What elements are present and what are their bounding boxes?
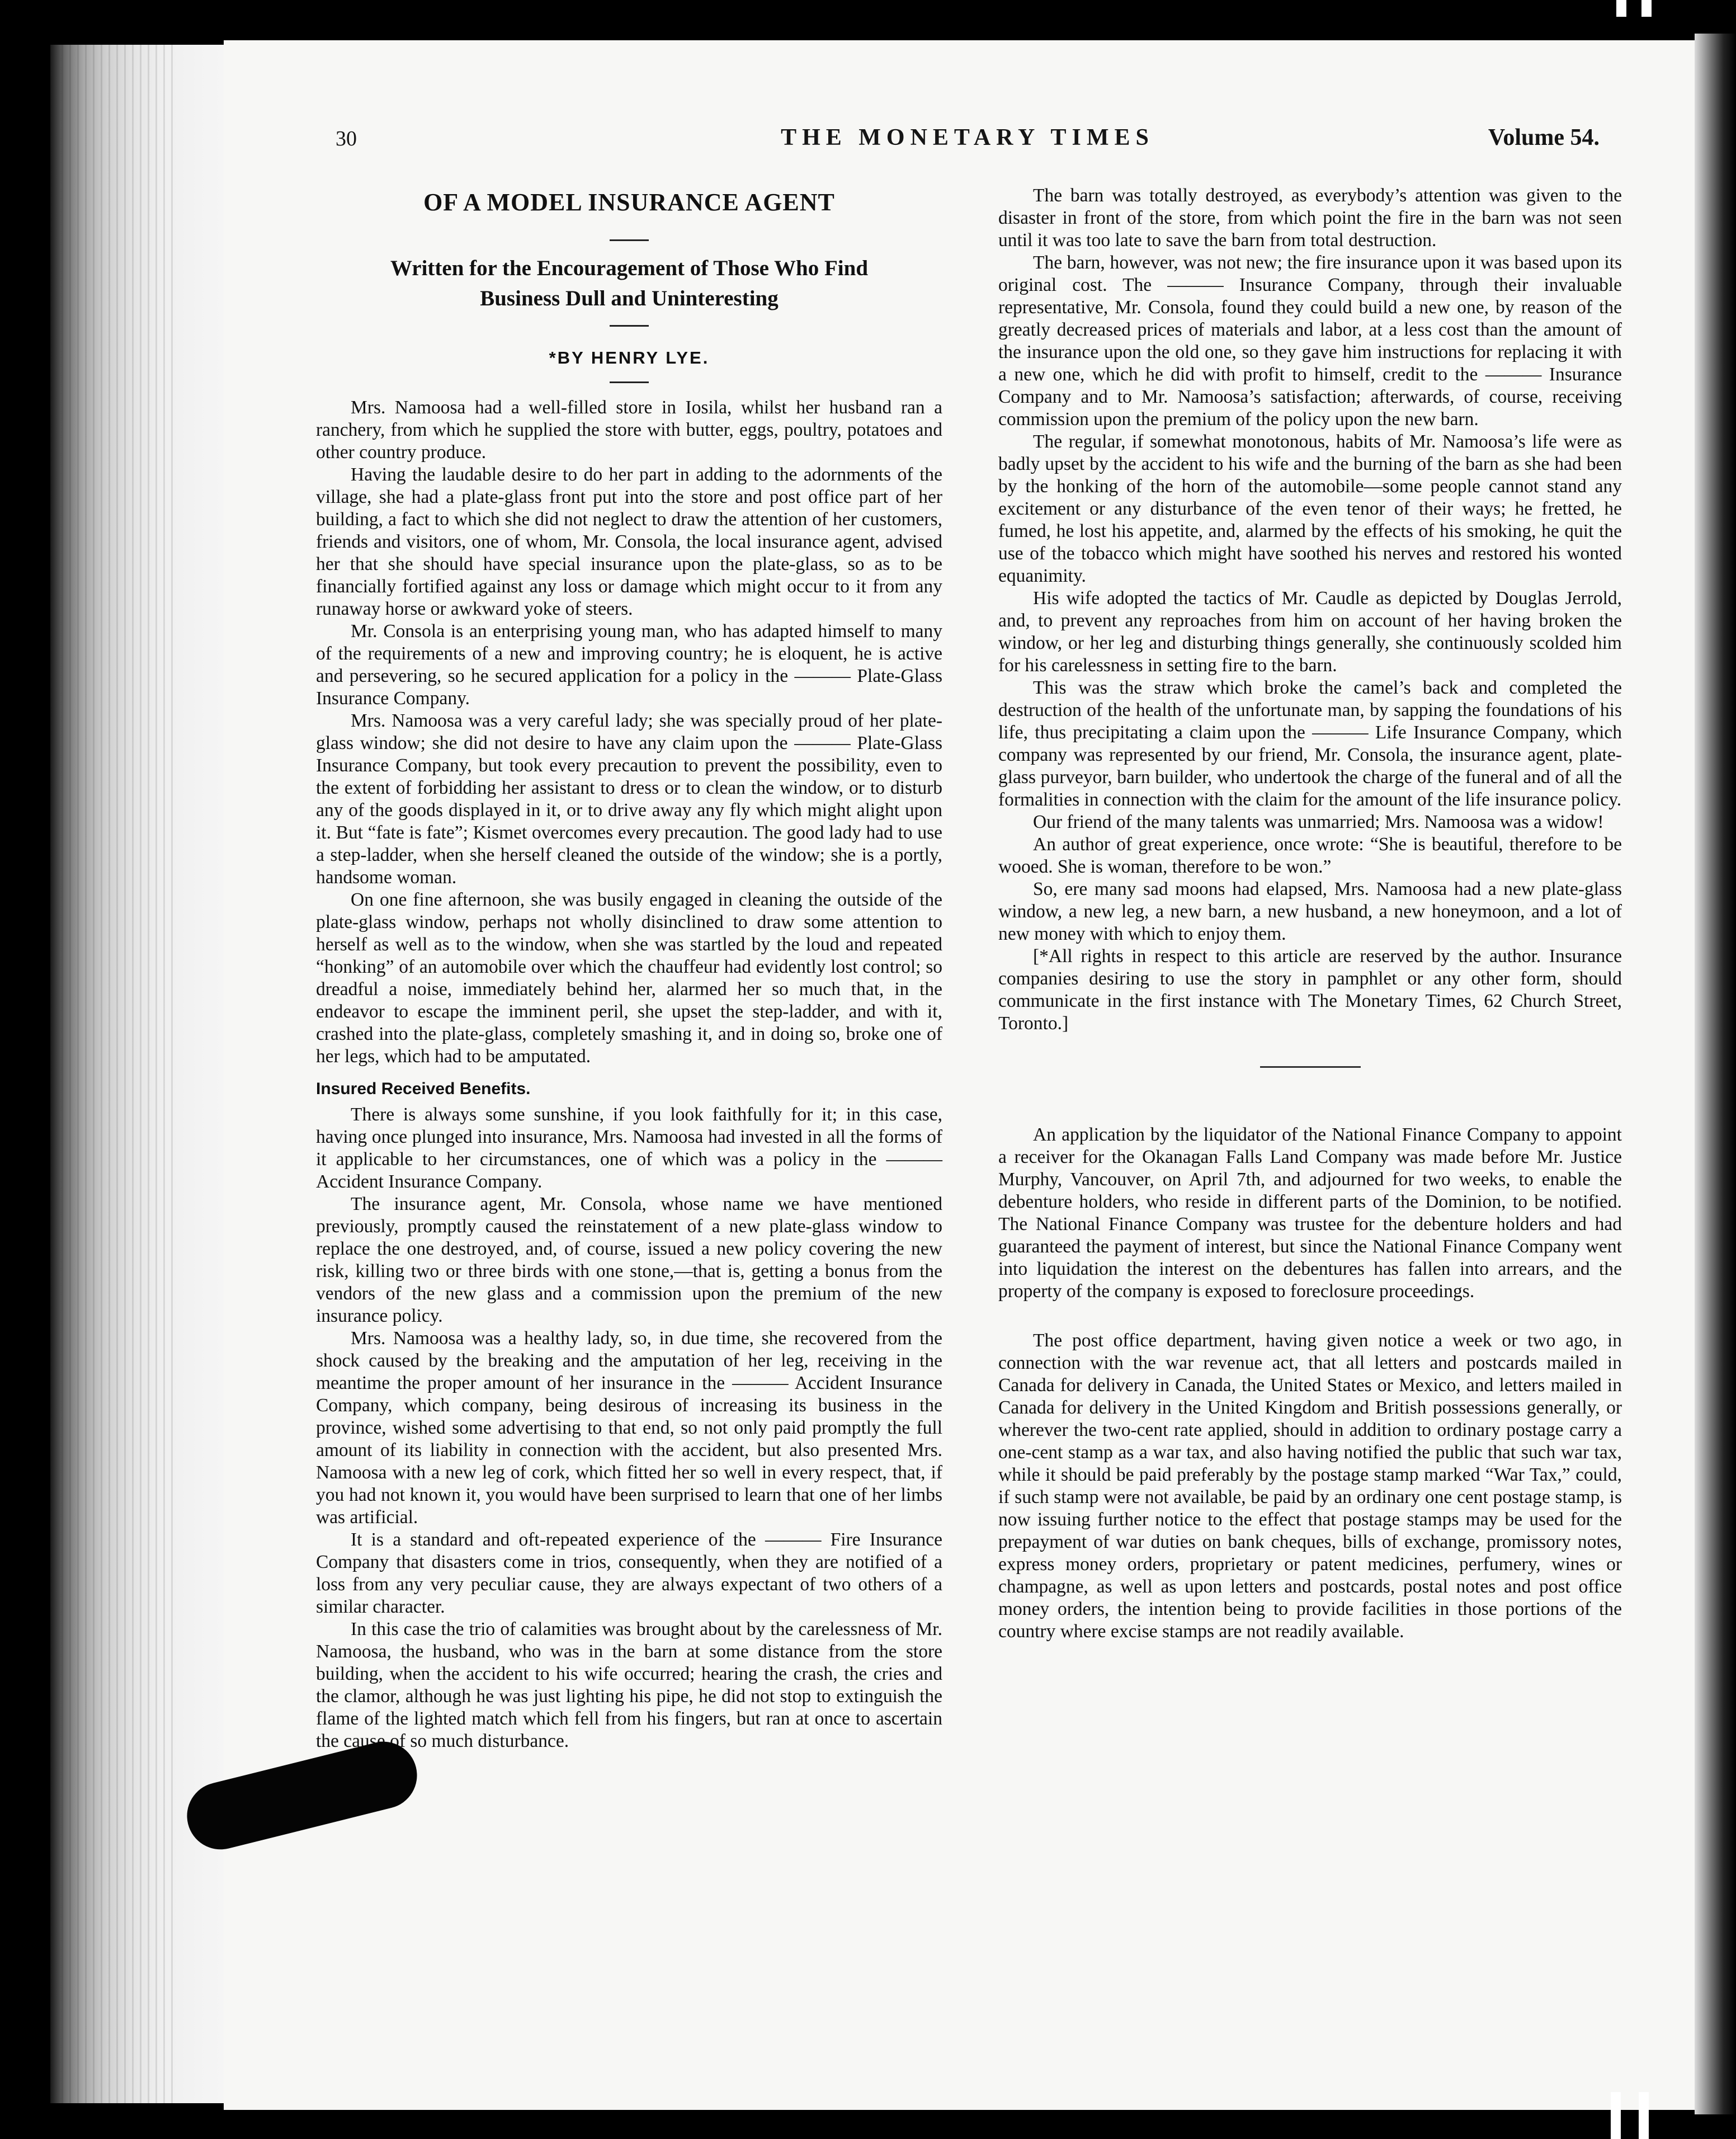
article-separator <box>1260 1066 1361 1068</box>
volume-label: Volume 54. <box>1488 125 1600 150</box>
journal-name: THE MONETARY TIMES <box>781 125 1154 150</box>
article-paragraph: This was the straw which broke the camel’s back and completed the destruction of the health of the unfortunate man, by sapping the foundations of his life, thus precipitating a claim upon the ——— Life Insurance Company, which company was represented by our friend, Mr. Consola, the insurance agent, plate-glass purveyor, barn builder, who undertook the charge of the funeral and of all the formalities in connection with the claim for the amount of the life insurance policy. <box>998 677 1622 810</box>
film-mark-top <box>1616 0 1626 17</box>
article-paragraph: The barn, however, was not new; the fire insurance upon it was based upon its original cost. The ——— Insurance Company, through their invaluable representative, Mr. Consola, found they could build a new one, by reason of the greatly decreased prices of materials and labor, at a less cost than the amount of the insurance upon the old one, so they gave him instructions for replacing it with a new one, which he did with profit to himself, credit to the ——— Insurance Company and to Mr. Namoosa’s satisfaction; afterwards, of course, receiving commission upon the premium of the policy upon the new barn. <box>998 252 1622 430</box>
film-mark-bottom <box>1639 2092 1649 2139</box>
film-mark-top <box>1641 0 1652 17</box>
subtitle-rule <box>610 325 649 327</box>
article-paragraph: It is a standard and oft-repeated experience of the ——— Fire Insurance Company that disasters come in trios, consequently, when they are notified of a loss from any very peculiar cause, they are always expectant of two others of a similar character. <box>316 1529 942 1617</box>
section-heading: Insured Received Benefits. <box>316 1080 531 1098</box>
rights-note <box>998 945 1622 1035</box>
article-paragraph: So, ere many sad moons had elapsed, Mrs. Namoosa had a new plate-glass window, a new leg, a new barn, a new husband, a new honeymoon, and a lot of new money with which to enjoy them. <box>998 879 1622 944</box>
rights-note-text: [*All rights in respect to this article are reserved by the author. Insurance companies desiring to use the story in pamphlet or any other form, should communicate in the first instance with The Monetary Times, 62 Church Street, Toronto.] <box>998 946 1622 1034</box>
byline: *BY HENRY LYE. <box>549 348 710 368</box>
page-number: 30 <box>336 127 357 150</box>
article-paragraph: There is always some sunshine, if you look faithfully for it; in this case, having once plunged into insurance, Mrs. Namoosa had invested in all the forms of it applicable to her circumstances, one of which was a policy in the ——— Accident Insurance Company. <box>316 1104 942 1192</box>
article-paragraph: The regular, if somewhat monotonous, habits of Mr. Namoosa’s life were as badly upset by the accident to his wife and the burning of the barn as she had been by the honking of the horn of the automobile—some people cannot stand any excitement or any disturbance of the even tenor of their ways; he fretted, he fumed, he lost his appetite, and, alarmed by the effects of his smoking, he quit the use of the tobacco which might have soothed his nerves and restored his wonted equanimity. <box>998 431 1622 586</box>
article-paragraph: Having the laudable desire to do her part in adding to the adornments of the village, she had a plate-glass front put into the store and post office part of her building, a fact to which she did not neglect to draw the attention of her customers, friends and visitors, one of whom, Mr. Consola, the local insurance agent, advised her that she should have special insurance upon the plate-glass, so as to be financially fortified against any loss or damage which might occur to it from any runaway horse or awkward yoke of steers. <box>316 464 942 619</box>
left-column <box>316 185 942 1752</box>
news-item: An application by the liquidator of the National Finance Company to appoint a receiver for the Okanagan Falls Land Company was made before Mr. Justice Murphy, Vancouver, on April 7th, and adjourned for two weeks, to enable the debenture holders, who reside in different parts of the Dominion, to be notified. The National Finance Company was trustee for the debenture holders and had guaranteed the payment of interest, but since the National Finance Company went into liquidation the interest on the debentures has fallen into arrears, and the property of the company is exposed to foreclosure proceedings. <box>998 1124 1622 1302</box>
article-subtitle: Written for the Encouragement of Those Who Find Business Dull and Uninteresting <box>390 256 869 310</box>
article-paragraph: Mrs. Namoosa was a very careful lady; she was specially proud of her plate-glass window; she did not desire to have any claim upon the ——— Plate-Glass Insurance Company, but took every precaution to prevent the possibility, even to the extent of forbidding her assistant to dress or to clean the window, or to disturb any of the goods displayed in it, or to drive away any fly which might alight upon it. But “fate is fate”; Kismet overcomes every precaution. The good lady had to use a step-ladder, when she herself cleaned the outside of the window; she is a portly, handsome woman. <box>316 710 942 888</box>
title-rule <box>610 239 649 241</box>
article-paragraph: In this case the trio of calamities was brought about by the carelessness of Mr. Namoosa, the husband, who was in the barn at some distance from the store building, when the accident to his wife occurred; hearing the crash, the cries and the clamor, although he was just lighting his pipe, he did not stop to extinguish the flame of the lighted match which fell from his fingers, but ran at once to ascertain the cause of so much disturbance. <box>316 1619 942 1751</box>
article-paragraph: Mrs. Namoosa had a well-filled store in Iosila, whilst her husband ran a ranchery, from which he supplied the store with butter, eggs, poultry, potatoes and other country produce. <box>316 397 942 463</box>
page-edges <box>62 45 173 2103</box>
article-title: OF A MODEL INSURANCE AGENT <box>423 189 835 216</box>
news-item: The post office department, having given notice a week or two ago, in connection with the war revenue act, that all letters and postcards mailed in Canada for delivery in Canada, the United States or Mexico, and letters mailed in Canada for delivery in the United Kingdom and British possessions generally, or wherever the two-cent rate applied, should in addition to ordinary postage carry a one-cent stamp as a war tax, and also having notified the public that such war tax, while it should be paid preferably by the postage stamp marked “War Tax,” could, if such stamp were not available, be paid by an ordinary one cent postage stamp, is now issuing further notice to the effect that postage stamps may be used for the prepayment of war duties on bank cheques, bills of exchange, promissory notes, express money orders, proprietary or patent medicines, perfumery, wines or champagne, as well as upon letters and postcards, postal notes and post office money orders, the intention being to provide facilities in those portions of the country where excise stamps are not readily available. <box>998 1330 1622 1642</box>
article-paragraph: Our friend of the many talents was unmarried; Mrs. Namoosa was a widow! <box>1033 812 1604 832</box>
article-paragraph: On one fine afternoon, she was busily engaged in cleaning the outside of the plate-glass window, perhaps not wholly disinclined to draw some attention to herself as well as to the window, when she was startled by the loud and repeated “honking” of an automobile over which the chauffeur had evidently lost control; so dreadful a noise, immediately behind her, alarmed her so much that, in the endeavor to escape the imminent peril, she upset the step-ladder, and with it, crashed into the plate-glass, completely smashing it, and in doing so, broke one of her legs, which had to be amputated. <box>316 889 942 1067</box>
article-paragraph: The insurance agent, Mr. Consola, whose name we have mentioned previously, promptly caused the reinstatement of a new plate-glass window to replace the one destroyed, and, of course, issued a new policy covering the new risk, killing two or three birds with one stone,—that is, getting a bonus from the vendors of the new glass and a commission upon the premium of the new insurance policy. <box>316 1194 942 1326</box>
article-paragraph: Mrs. Namoosa was a healthy lady, so, in due time, she recovered from the shock caused by the breaking and the amputation of her leg, receiving in the meantime the proper amount of her insurance in the ——— Accident Insurance Company, which company, being desirous of increasing its business in the province, wished some advertising to that end, so not only paid promptly the full amount of its liability in connection with the accident, but also presented Mrs. Namoosa with a new leg of cork, which fitted her so well in every respect, that, if you had not known it, you would have been surprised to learn that one of her limbs was artificial. <box>316 1328 942 1528</box>
news-gap <box>998 1303 1622 1330</box>
right-column <box>998 185 1622 1643</box>
article-paragraph: An author of great experience, once wrote: “She is beautiful, therefore to be wooed. She is woman, therefore to be won.” <box>998 834 1622 877</box>
article-paragraph: His wife adopted the tactics of Mr. Caudle as depicted by Douglas Jerrold, and, to prevent any reproaches from him on account of her having broken the window, or her leg and disturbing things generally, she continuously scolded him for his carelessness in setting fire to the barn. <box>998 588 1622 676</box>
right-page-edge <box>1695 34 1736 2114</box>
byline-rule <box>610 381 649 383</box>
article-paragraph: Mr. Consola is an enterprising young man, who has adapted himself to many of the requirements of a new and improving country; he is eloquent, he is active and persevering, so he secured application for a policy in the ——— Plate-Glass Insurance Company. <box>316 621 942 709</box>
article-paragraph: The barn was totally destroyed, as everybody’s attention was given to the disaster in front of the store, from which point the fire in the barn was not seen until it was too late to save the barn from total destruction. <box>998 185 1622 251</box>
film-mark-bottom <box>1611 2092 1621 2139</box>
running-head <box>336 124 1600 163</box>
